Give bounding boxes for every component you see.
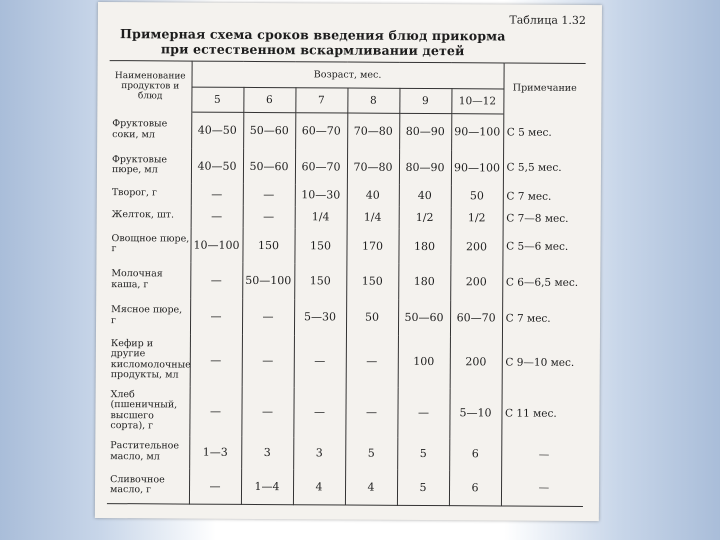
product-name-cell: Молочная каша, г <box>108 262 190 299</box>
header-month: 9 <box>399 88 451 113</box>
value-cell: 170 <box>346 228 398 263</box>
header-month: 5 <box>191 87 243 112</box>
product-name-cell: Сливочное масло, г <box>107 468 189 505</box>
header-age: Возраст, мес. <box>191 61 503 89</box>
value-cell: 1—4 <box>241 468 293 504</box>
value-cell: 3 <box>241 436 293 468</box>
value-cell: 200 <box>450 229 502 264</box>
value-cell: 10—30 <box>295 184 347 206</box>
header-month: 10—12 <box>451 89 503 114</box>
value-cell: 50 <box>346 299 398 335</box>
value-cell: 80—90 <box>399 149 451 184</box>
value-cell: 60—70 <box>295 149 347 184</box>
document-page <box>95 2 602 521</box>
table-row <box>108 334 584 389</box>
value-cell: 10—100 <box>190 227 242 262</box>
value-cell: — <box>189 468 241 504</box>
value-cell: 5 <box>397 469 449 505</box>
value-cell: 5—10 <box>449 388 501 438</box>
value-cell: 60—70 <box>450 300 502 336</box>
value-cell: 6 <box>449 470 501 506</box>
value-cell: 100 <box>398 335 450 387</box>
value-cell: 50—60 <box>243 112 295 148</box>
value-cell: 70—80 <box>347 149 399 184</box>
table-row <box>108 227 584 265</box>
table-row <box>107 386 583 439</box>
header-month: 7 <box>295 88 347 113</box>
note-cell: С 7—8 мес. <box>506 211 569 225</box>
value-cell: 4 <box>345 469 397 505</box>
value-cell: 80—90 <box>399 113 451 149</box>
note-cell: С 5 мес. <box>506 125 552 139</box>
value-cell: — <box>294 335 346 387</box>
table-title-line-1: Примерная схема сроков введения блюд прикорма <box>120 26 506 44</box>
value-cell: — <box>189 386 241 436</box>
note-cell: — <box>501 470 583 507</box>
value-cell: 40 <box>399 184 451 206</box>
value-cell: — <box>293 387 345 437</box>
value-cell: — <box>397 387 449 437</box>
value-cell: — <box>243 183 295 205</box>
value-cell: 200 <box>450 336 502 388</box>
value-cell: 150 <box>294 263 346 299</box>
value-cell: — <box>243 205 295 227</box>
note-cell: — <box>538 448 550 461</box>
value-cell: 5—30 <box>294 299 346 335</box>
value-cell: 50 <box>451 185 503 207</box>
value-cell: 3 <box>293 437 345 469</box>
product-name-cell: Желток, шт. <box>109 205 191 228</box>
table-row <box>108 298 584 337</box>
value-cell: 60—70 <box>295 113 347 149</box>
value-cell: — <box>190 298 242 334</box>
note-cell: С 9—10 мес. <box>505 355 575 369</box>
value-cell: — <box>241 386 293 436</box>
value-cell: 1/2 <box>451 207 503 229</box>
value-cell: 6 <box>449 438 501 470</box>
value-cell: — <box>190 262 242 298</box>
value-cell: 40 <box>347 184 399 206</box>
table-number: Таблица 1.32 <box>509 13 586 27</box>
product-name-cell: Фруктовые соки, мл <box>109 112 191 149</box>
product-name-cell: Растительное масло, мл <box>107 436 189 469</box>
table-row <box>107 436 583 471</box>
value-cell: 50—60 <box>398 299 450 335</box>
value-cell: 150 <box>242 227 294 262</box>
table-title-line-2: при естественном вскармливании детей <box>160 41 465 59</box>
header-product-name: Наименование продуктов и блюд <box>109 61 191 112</box>
value-cell: 40—50 <box>191 148 243 183</box>
value-cell: 90—100 <box>451 114 503 150</box>
value-cell: — <box>346 335 398 387</box>
product-name-cell: Мясное пюре, г <box>108 298 190 335</box>
table-row <box>109 112 585 151</box>
product-name-cell: Творог, г <box>109 183 191 206</box>
header-note: Примечание <box>503 63 585 114</box>
value-cell: 1/4 <box>347 206 399 228</box>
value-cell: 5 <box>345 437 397 469</box>
value-cell: — <box>191 205 243 227</box>
value-cell: — <box>242 334 294 386</box>
note-cell: С 7 мес. <box>505 311 551 325</box>
table-row <box>107 468 583 507</box>
value-cell: 150 <box>294 228 346 263</box>
value-cell: 70—80 <box>347 113 399 149</box>
product-name-cell: Овощное пюре, г <box>108 227 190 263</box>
value-cell: 150 <box>346 263 398 299</box>
note-cell: С 5,5 мес. <box>506 161 562 174</box>
value-cell: — <box>242 298 294 334</box>
note-cell: С 7 мес. <box>506 189 552 203</box>
value-cell: — <box>191 183 243 205</box>
table-row <box>108 262 584 301</box>
note-cell: С 6—6,5 мес. <box>505 275 579 289</box>
note-cell: С 11 мес. <box>505 406 557 420</box>
table-row <box>109 205 585 230</box>
value-cell: 50—100 <box>242 262 294 298</box>
value-cell: 50—60 <box>243 148 295 183</box>
value-cell: 1/2 <box>399 206 451 228</box>
value-cell: 90—100 <box>451 150 503 185</box>
header-month: 8 <box>347 88 399 113</box>
value-cell: 40—50 <box>191 112 243 148</box>
value-cell: 180 <box>398 263 450 299</box>
product-name-cell: Фруктовые пюре, мл <box>109 148 191 184</box>
note-cell: С 5—6 мес. <box>506 240 569 253</box>
value-cell: 1—3 <box>189 436 241 468</box>
value-cell: 200 <box>450 264 502 300</box>
product-name-cell: Хлеб (пшеничный, высшего сорта), г <box>107 386 189 436</box>
value-cell: 180 <box>398 228 450 263</box>
table-row <box>109 183 585 208</box>
feeding-schedule-table <box>107 60 586 507</box>
product-name-cell: Кефир и другие кисломолочные продукты, мл <box>108 334 190 386</box>
value-cell: 5 <box>397 437 449 469</box>
value-cell: 1/4 <box>295 206 347 228</box>
value-cell: — <box>190 334 242 386</box>
header-month: 6 <box>243 87 295 112</box>
value-cell: — <box>345 387 397 437</box>
value-cell: 4 <box>293 469 345 505</box>
table-row <box>109 148 585 186</box>
